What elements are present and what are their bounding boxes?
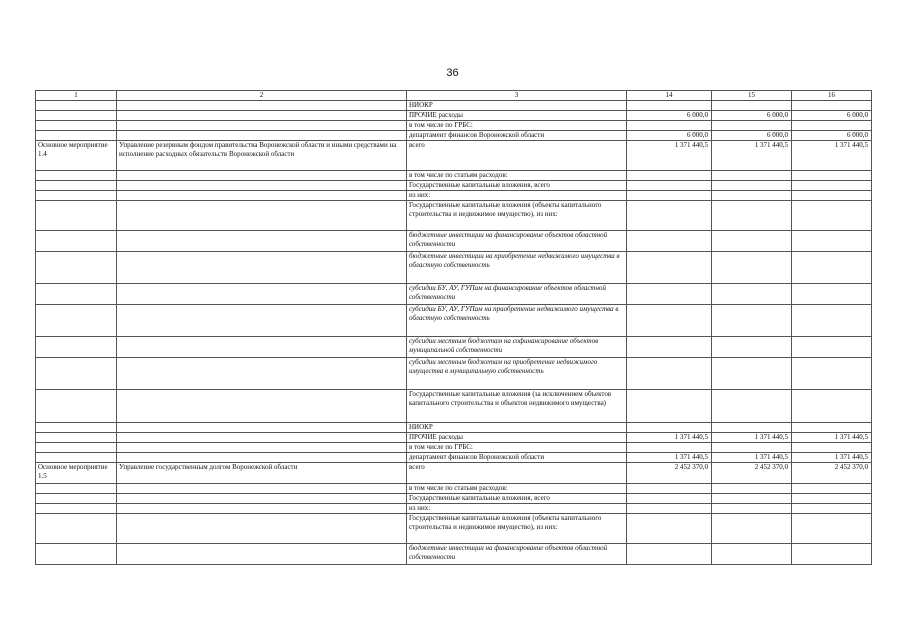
year-16-value <box>792 389 872 422</box>
activity-name-cell <box>117 170 407 180</box>
table-row <box>36 230 872 251</box>
year-16-value <box>792 357 872 389</box>
year-16-value <box>792 513 872 543</box>
expense-description-cell: в том числе по ГРБС: <box>407 442 627 452</box>
activity-name-cell <box>117 357 407 389</box>
table-row <box>36 493 872 503</box>
year-14-value <box>627 304 712 336</box>
year-14-value: 1 371 440,5 <box>627 140 712 170</box>
activity-code-cell <box>36 251 117 283</box>
activity-name-cell <box>117 200 407 230</box>
year-16-value <box>792 422 872 432</box>
activity-name-cell <box>117 304 407 336</box>
activity-name-cell <box>117 513 407 543</box>
budget-table <box>35 90 872 565</box>
year-16-value <box>792 336 872 357</box>
expense-description-cell: всего <box>407 140 627 170</box>
table-row <box>36 140 872 170</box>
table-row <box>36 503 872 513</box>
activity-code-cell: Основное мероприятие 1.4 <box>36 140 117 170</box>
year-16-value <box>792 543 872 564</box>
year-16-value: 1 371 440,5 <box>792 432 872 442</box>
activity-code-cell <box>36 452 117 462</box>
col-header-15: 15 <box>712 91 792 101</box>
activity-name-cell <box>117 283 407 304</box>
table-row <box>36 170 872 180</box>
table-row <box>36 283 872 304</box>
activity-code-cell <box>36 170 117 180</box>
table-row <box>36 336 872 357</box>
year-16-value: 2 452 370,0 <box>792 462 872 483</box>
expense-description-cell: департамент финансов Воронежской области <box>407 452 627 462</box>
expense-description-cell: всего <box>407 462 627 483</box>
table-row <box>36 251 872 283</box>
year-15-value <box>712 389 792 422</box>
year-14-value <box>627 422 712 432</box>
year-15-value <box>712 357 792 389</box>
activity-name-cell <box>117 190 407 200</box>
table-row <box>36 422 872 432</box>
year-14-value: 6 000,0 <box>627 130 712 140</box>
expense-description-cell: в том числе по ГРБС: <box>407 120 627 130</box>
year-15-value <box>712 493 792 503</box>
year-16-value <box>792 304 872 336</box>
table-row <box>36 452 872 462</box>
expense-description-cell: субсидии БУ, АУ, ГУПам на финансирование объектов областной собственности <box>407 283 627 304</box>
year-15-value <box>712 513 792 543</box>
expense-description-cell: субсидии местным бюджетам на приобретение недвижимого имущества в муниципальную собственность <box>407 357 627 389</box>
year-15-value <box>712 422 792 432</box>
year-16-value <box>792 483 872 493</box>
activity-code-cell <box>36 336 117 357</box>
expense-description-cell: НИОКР <box>407 100 627 110</box>
table-row <box>36 120 872 130</box>
expense-description-cell: Государственные капитальные вложения (объекты капитального строительства и недвижимое имущество), из них: <box>407 200 627 230</box>
expense-description-cell: в том числе по статьям расходов: <box>407 483 627 493</box>
year-15-value <box>712 304 792 336</box>
expense-description-cell: бюджетные инвестиции на финансирование объектов областной собственности <box>407 543 627 564</box>
expense-description-cell: Государственные капитальные вложения (объекты капитального строительства и недвижимое имущество), из них: <box>407 513 627 543</box>
year-16-value <box>792 180 872 190</box>
activity-name-cell: Управление государственным долгом Воронежской области <box>117 462 407 483</box>
year-16-value: 1 371 440,5 <box>792 452 872 462</box>
table-row <box>36 357 872 389</box>
year-15-value <box>712 100 792 110</box>
table-row <box>36 389 872 422</box>
expense-description-cell: из них: <box>407 503 627 513</box>
year-14-value <box>627 336 712 357</box>
year-16-value <box>792 493 872 503</box>
activity-code-cell <box>36 442 117 452</box>
year-14-value <box>627 190 712 200</box>
activity-name-cell <box>117 120 407 130</box>
activity-name-cell <box>117 180 407 190</box>
activity-name-cell <box>117 442 407 452</box>
activity-code-cell <box>36 357 117 389</box>
table-row <box>36 304 872 336</box>
year-14-value: 2 452 370,0 <box>627 462 712 483</box>
expense-description-cell: департамент финансов Воронежской области <box>407 130 627 140</box>
year-16-value: 6 000,0 <box>792 110 872 120</box>
year-14-value <box>627 180 712 190</box>
table-row <box>36 130 872 140</box>
year-15-value <box>712 503 792 513</box>
year-14-value <box>627 357 712 389</box>
expense-description-cell: бюджетные инвестиции на приобретение недвижимого имущества в областную собственность <box>407 251 627 283</box>
activity-name-cell <box>117 230 407 251</box>
activity-name-cell <box>117 452 407 462</box>
expense-description-cell: Государственные капитальные вложения (за исключением объектов капитального строительства и объектов недвижимого имущества) <box>407 389 627 422</box>
expense-description-cell: Государственные капитальные вложения, всего <box>407 180 627 190</box>
activity-name-cell <box>117 336 407 357</box>
activity-name-cell <box>117 389 407 422</box>
table-body <box>36 91 872 565</box>
year-15-value: 6 000,0 <box>712 130 792 140</box>
activity-name-cell <box>117 432 407 442</box>
year-15-value: 6 000,0 <box>712 110 792 120</box>
year-16-value: 1 371 440,5 <box>792 140 872 170</box>
activity-code-cell <box>36 503 117 513</box>
table-row <box>36 432 872 442</box>
year-14-value <box>627 493 712 503</box>
year-14-value <box>627 230 712 251</box>
year-14-value <box>627 200 712 230</box>
year-16-value <box>792 230 872 251</box>
activity-name-cell <box>117 543 407 564</box>
table-row <box>36 543 872 564</box>
year-16-value <box>792 251 872 283</box>
table-row <box>36 110 872 120</box>
year-15-value <box>712 180 792 190</box>
year-14-value: 6 000,0 <box>627 110 712 120</box>
table-row <box>36 180 872 190</box>
table-row <box>36 513 872 543</box>
table-row <box>36 200 872 230</box>
year-14-value <box>627 513 712 543</box>
activity-code-cell <box>36 190 117 200</box>
year-16-value <box>792 442 872 452</box>
activity-code-cell <box>36 493 117 503</box>
activity-code-cell <box>36 230 117 251</box>
expense-description-cell: ПРОЧИЕ расходы <box>407 110 627 120</box>
activity-name-cell <box>117 493 407 503</box>
activity-code-cell <box>36 422 117 432</box>
year-14-value <box>627 170 712 180</box>
activity-code-cell <box>36 513 117 543</box>
table-row <box>36 462 872 483</box>
year-15-value <box>712 283 792 304</box>
activity-code-cell <box>36 100 117 110</box>
table-row <box>36 100 872 110</box>
expense-description-cell: ПРОЧИЕ расходы <box>407 432 627 442</box>
year-15-value <box>712 200 792 230</box>
col-header-16: 16 <box>792 91 872 101</box>
year-16-value <box>792 100 872 110</box>
activity-code-cell <box>36 200 117 230</box>
activity-code-cell <box>36 389 117 422</box>
activity-code-cell <box>36 120 117 130</box>
year-16-value <box>792 200 872 230</box>
year-14-value <box>627 100 712 110</box>
activity-name-cell <box>117 503 407 513</box>
year-15-value: 1 371 440,5 <box>712 140 792 170</box>
activity-name-cell <box>117 130 407 140</box>
year-15-value: 1 371 440,5 <box>712 432 792 442</box>
activity-code-cell <box>36 432 117 442</box>
table-row <box>36 190 872 200</box>
year-16-value <box>792 120 872 130</box>
year-14-value <box>627 283 712 304</box>
expense-description-cell: НИОКР <box>407 422 627 432</box>
expense-description-cell: Государственные капитальные вложения, всего <box>407 493 627 503</box>
col-header-14: 14 <box>627 91 712 101</box>
year-15-value <box>712 251 792 283</box>
activity-code-cell <box>36 130 117 140</box>
year-16-value <box>792 283 872 304</box>
year-14-value <box>627 120 712 130</box>
table-header-row <box>36 91 872 101</box>
year-15-value <box>712 190 792 200</box>
year-15-value <box>712 483 792 493</box>
year-15-value <box>712 543 792 564</box>
year-15-value <box>712 336 792 357</box>
year-14-value: 1 371 440,5 <box>627 452 712 462</box>
expense-description-cell: субсидии местным бюджетам на софинансирование объектов муниципальной собственности <box>407 336 627 357</box>
year-15-value <box>712 170 792 180</box>
year-16-value <box>792 170 872 180</box>
col-header-2: 2 <box>117 91 407 101</box>
col-header-3: 3 <box>407 91 627 101</box>
activity-code-cell <box>36 283 117 304</box>
year-14-value: 1 371 440,5 <box>627 432 712 442</box>
year-15-value <box>712 230 792 251</box>
activity-name-cell <box>117 100 407 110</box>
year-15-value <box>712 442 792 452</box>
activity-code-cell <box>36 543 117 564</box>
page-number: 36 <box>446 67 459 79</box>
expense-description-cell: в том числе по статьям расходов: <box>407 170 627 180</box>
year-16-value <box>792 190 872 200</box>
year-15-value: 2 452 370,0 <box>712 462 792 483</box>
activity-code-cell <box>36 483 117 493</box>
table-row <box>36 442 872 452</box>
activity-name-cell <box>117 483 407 493</box>
table-row <box>36 483 872 493</box>
activity-code-cell <box>36 110 117 120</box>
activity-name-cell: Управление резервным фондом правительства Воронежской области и иными средствами на исполнение расходных обязательств Воронежской области <box>117 140 407 170</box>
activity-name-cell <box>117 251 407 283</box>
year-16-value: 6 000,0 <box>792 130 872 140</box>
expense-description-cell: из них: <box>407 190 627 200</box>
expense-description-cell: бюджетные инвестиции на финансирование объектов областной собственности <box>407 230 627 251</box>
activity-code-cell: Основное мероприятие 1.5 <box>36 462 117 483</box>
year-16-value <box>792 503 872 513</box>
activity-name-cell <box>117 422 407 432</box>
year-15-value: 1 371 440,5 <box>712 452 792 462</box>
col-header-1: 1 <box>36 91 117 101</box>
year-14-value <box>627 483 712 493</box>
year-14-value <box>627 442 712 452</box>
activity-code-cell <box>36 180 117 190</box>
year-14-value <box>627 543 712 564</box>
year-14-value <box>627 389 712 422</box>
activity-code-cell <box>36 304 117 336</box>
expense-description-cell: субсидии БУ, АУ, ГУПам на приобретение недвижимого имущества в областную собственность <box>407 304 627 336</box>
year-14-value <box>627 503 712 513</box>
year-14-value <box>627 251 712 283</box>
activity-name-cell <box>117 110 407 120</box>
year-15-value <box>712 120 792 130</box>
